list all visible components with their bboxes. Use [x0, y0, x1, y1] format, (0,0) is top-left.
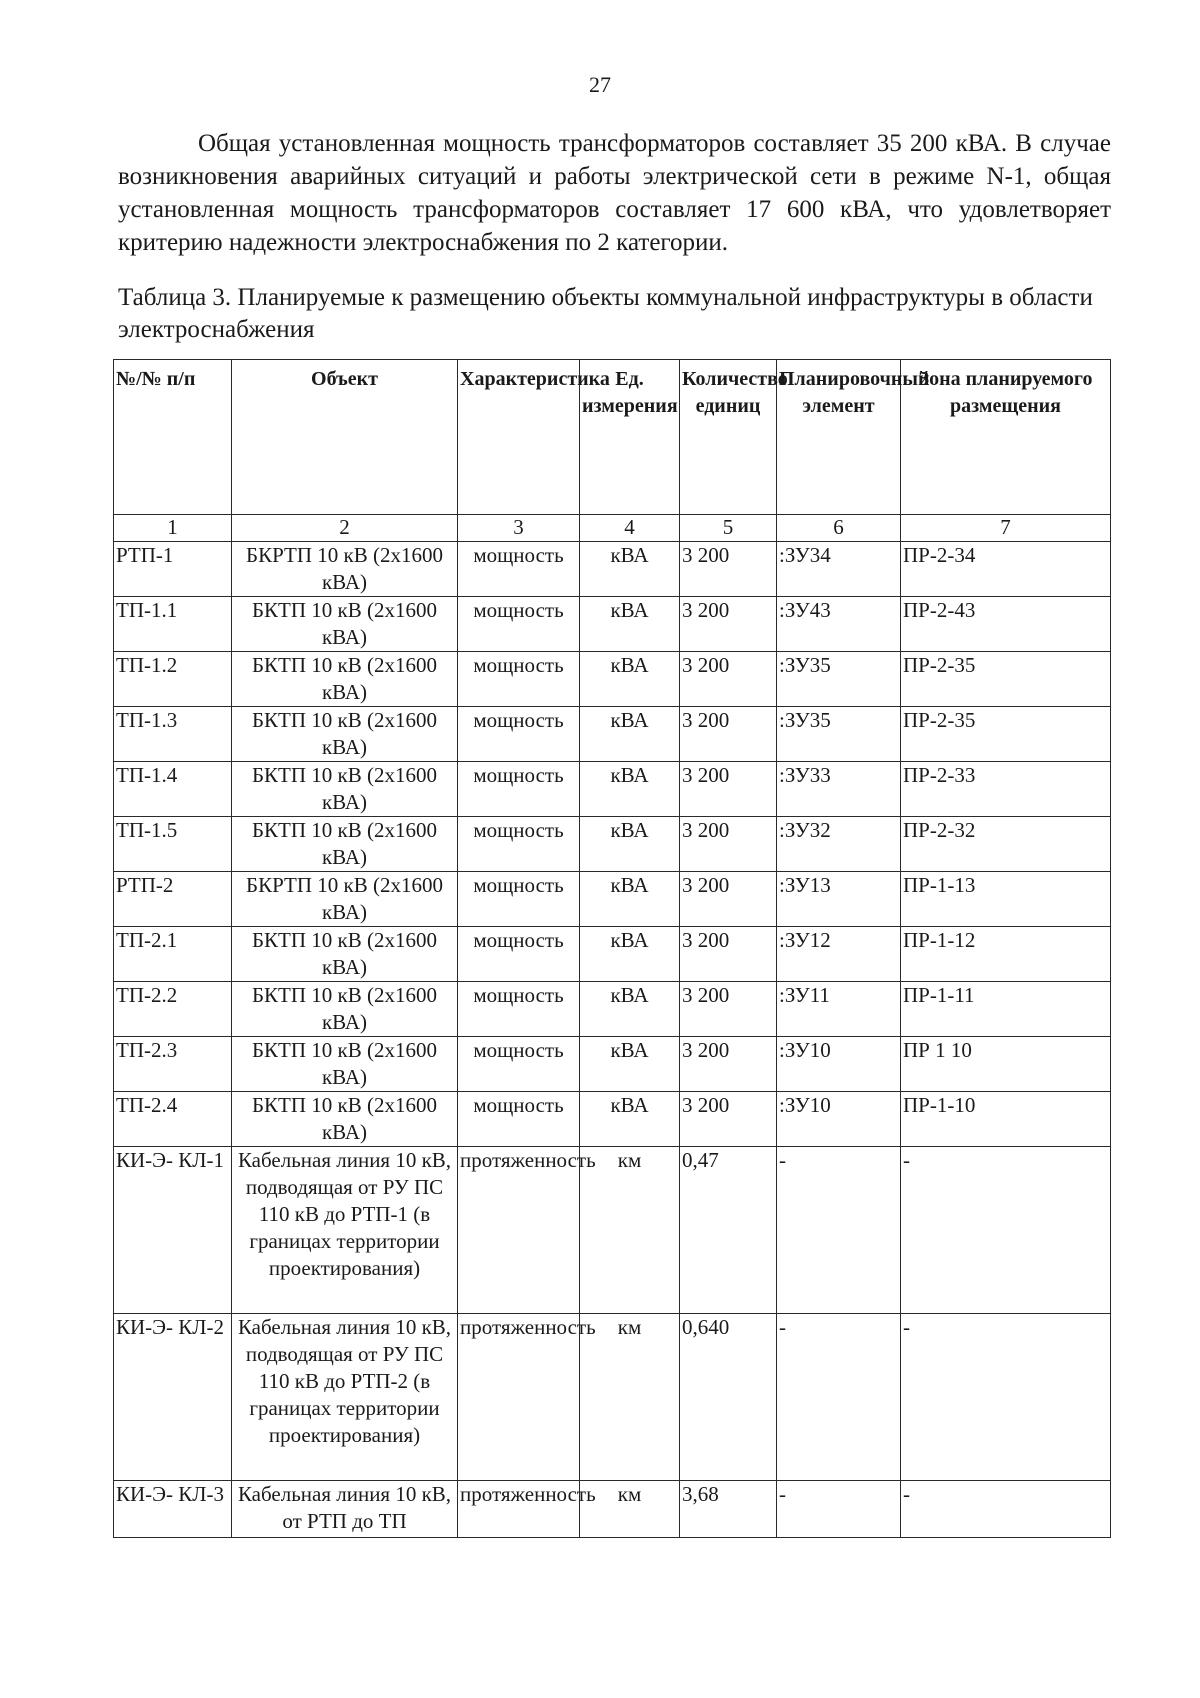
- cell-object: БКТП 10 кВ (2х1600 кВА): [232, 652, 458, 707]
- cell-characteristic: мощность: [458, 817, 580, 872]
- cell-characteristic: протяженность: [458, 1481, 580, 1538]
- cell-planning-element: :ЗУ32: [777, 817, 901, 872]
- cell-unit: км: [580, 1481, 680, 1538]
- cell-planning-element: -: [777, 1481, 901, 1538]
- cell-zone: -: [901, 1147, 1111, 1314]
- table-row: [114, 542, 1111, 597]
- column-number: 5: [680, 515, 777, 542]
- cell-zone: ПР-1-12: [901, 927, 1111, 982]
- cell-object: БКТП 10 кВ (2х1600 кВА): [232, 597, 458, 652]
- table-row: [114, 652, 1111, 707]
- cell-number: РТП-2: [114, 872, 232, 927]
- cell-characteristic: мощность: [458, 927, 580, 982]
- cell-number: ТП-1.5: [114, 817, 232, 872]
- column-number: 2: [232, 515, 458, 542]
- header-zone: Зона планируемого размещения: [901, 360, 1111, 515]
- cell-zone: ПР-2-35: [901, 652, 1111, 707]
- cell-quantity: 3 200: [680, 872, 777, 927]
- cell-characteristic: мощность: [458, 982, 580, 1037]
- table-row: [114, 817, 1111, 872]
- cell-zone: -: [901, 1314, 1111, 1481]
- column-numbers-row: [114, 515, 1111, 542]
- cell-planning-element: -: [777, 1314, 901, 1481]
- cell-unit: кВА: [580, 872, 680, 927]
- header-quantity: Количество единиц: [680, 360, 777, 515]
- cell-characteristic: мощность: [458, 1037, 580, 1092]
- cell-characteristic: протяженность: [458, 1147, 580, 1314]
- cell-number: КИ-Э- КЛ-1: [114, 1147, 232, 1314]
- cell-object: БКТП 10 кВ (2х1600 кВА): [232, 927, 458, 982]
- header-planning-element: Планировочный элемент: [777, 360, 901, 515]
- cell-unit: кВА: [580, 762, 680, 817]
- cell-object: БКРТП 10 кВ (2х1600 кВА): [232, 542, 458, 597]
- cell-unit: кВА: [580, 817, 680, 872]
- cell-quantity: 3 200: [680, 817, 777, 872]
- cell-quantity: 0,640: [680, 1314, 777, 1481]
- column-number: 3: [458, 515, 580, 542]
- header-unit: Ед. измерения: [580, 360, 680, 515]
- cell-planning-element: :ЗУ35: [777, 652, 901, 707]
- intro-paragraph: [118, 127, 1111, 259]
- cell-quantity: 3,68: [680, 1481, 777, 1538]
- table-row: [114, 1147, 1111, 1314]
- cell-planning-element: :ЗУ43: [777, 597, 901, 652]
- cell-unit: км: [580, 1147, 680, 1314]
- cell-zone: -: [901, 1481, 1111, 1538]
- table-row: [114, 927, 1111, 982]
- cell-planning-element: :ЗУ34: [777, 542, 901, 597]
- cell-zone: ПР-2-32: [901, 817, 1111, 872]
- cell-quantity: 3 200: [680, 652, 777, 707]
- cell-quantity: 3 200: [680, 982, 777, 1037]
- cell-unit: км: [580, 1314, 680, 1481]
- header-object: Объект: [232, 360, 458, 515]
- cell-quantity: 3 200: [680, 1037, 777, 1092]
- cell-unit: кВА: [580, 707, 680, 762]
- cell-characteristic: мощность: [458, 542, 580, 597]
- cell-object: БКТП 10 кВ (2х1600 кВА): [232, 1092, 458, 1147]
- cell-zone: ПР 1 10: [901, 1037, 1111, 1092]
- cell-quantity: 3 200: [680, 762, 777, 817]
- cell-planning-element: :ЗУ35: [777, 707, 901, 762]
- header-characteristic: Характеристика: [458, 360, 580, 515]
- column-number: 7: [901, 515, 1111, 542]
- cell-zone: ПР-2-33: [901, 762, 1111, 817]
- cell-characteristic: мощность: [458, 762, 580, 817]
- infrastructure-table: [113, 359, 1111, 1538]
- cell-unit: кВА: [580, 1037, 680, 1092]
- cell-planning-element: :ЗУ11: [777, 982, 901, 1037]
- cell-number: КИ-Э- КЛ-3: [114, 1481, 232, 1538]
- table-caption: Таблица 3. Планируемые к размещению объекты коммунальной инфраструктуры в области электроснабжения: [118, 284, 1093, 343]
- cell-number: ТП-2.3: [114, 1037, 232, 1092]
- cell-quantity: 3 200: [680, 597, 777, 652]
- cell-quantity: 3 200: [680, 1092, 777, 1147]
- cell-unit: кВА: [580, 652, 680, 707]
- cell-unit: кВА: [580, 1092, 680, 1147]
- cell-zone: ПР-1-11: [901, 982, 1111, 1037]
- cell-number: КИ-Э- КЛ-2: [114, 1314, 232, 1481]
- cell-planning-element: :ЗУ33: [777, 762, 901, 817]
- cell-zone: ПР-1-10: [901, 1092, 1111, 1147]
- cell-object: Кабельная линия 10 кВ, от РТП до ТП: [232, 1481, 458, 1538]
- cell-characteristic: мощность: [458, 872, 580, 927]
- intro-text: Общая установленная мощность трансформаторов составляет 35 200 кВА. В случае возникновения аварийных ситуаций и работы электрической сети в режиме N-1, общая установленная мощность трансформаторов составляет 17 600 кВА, что удовлетворяет критерию надежности электроснабжения по 2 категории.: [118, 130, 1111, 256]
- cell-zone: ПР-2-34: [901, 542, 1111, 597]
- cell-object: БКРТП 10 кВ (2х1600 кВА): [232, 872, 458, 927]
- table-row: [114, 1481, 1111, 1538]
- cell-characteristic: мощность: [458, 652, 580, 707]
- cell-quantity: 0,47: [680, 1147, 777, 1314]
- cell-number: ТП-2.2: [114, 982, 232, 1037]
- table-row: [114, 872, 1111, 927]
- cell-characteristic: мощность: [458, 707, 580, 762]
- cell-number: ТП-2.1: [114, 927, 232, 982]
- cell-zone: ПР-2-43: [901, 597, 1111, 652]
- cell-number: ТП-2.4: [114, 1092, 232, 1147]
- cell-number: ТП-1.1: [114, 597, 232, 652]
- cell-number: ТП-1.2: [114, 652, 232, 707]
- cell-number: ТП-1.4: [114, 762, 232, 817]
- cell-number: ТП-1.3: [114, 707, 232, 762]
- cell-zone: ПР-1-13: [901, 872, 1111, 927]
- column-number: 4: [580, 515, 680, 542]
- cell-quantity: 3 200: [680, 542, 777, 597]
- header-number: №/№ п/п: [114, 360, 232, 515]
- cell-object: БКТП 10 кВ (2х1600 кВА): [232, 817, 458, 872]
- cell-zone: ПР-2-35: [901, 707, 1111, 762]
- cell-planning-element: :ЗУ10: [777, 1037, 901, 1092]
- column-number: 6: [777, 515, 901, 542]
- cell-planning-element: :ЗУ10: [777, 1092, 901, 1147]
- cell-planning-element: :ЗУ12: [777, 927, 901, 982]
- cell-characteristic: мощность: [458, 597, 580, 652]
- table-row: [114, 1092, 1111, 1147]
- cell-object: БКТП 10 кВ (2х1600 кВА): [232, 707, 458, 762]
- cell-planning-element: :ЗУ13: [777, 872, 901, 927]
- table-row: [114, 707, 1111, 762]
- cell-object: Кабельная линия 10 кВ, подводящая от РУ ПС 110 кВ до РТП-2 (в границах территории проектирования): [232, 1314, 458, 1481]
- cell-number: РТП-1: [114, 542, 232, 597]
- cell-object: БКТП 10 кВ (2х1600 кВА): [232, 982, 458, 1037]
- table-row: [114, 982, 1111, 1037]
- page-number: 27: [589, 72, 611, 97]
- cell-quantity: 3 200: [680, 707, 777, 762]
- table-row: [114, 597, 1111, 652]
- cell-object: БКТП 10 кВ (2х1600 кВА): [232, 762, 458, 817]
- cell-characteristic: протяженность: [458, 1314, 580, 1481]
- cell-unit: кВА: [580, 542, 680, 597]
- table-row: [114, 762, 1111, 817]
- cell-unit: кВА: [580, 982, 680, 1037]
- cell-characteristic: мощность: [458, 1092, 580, 1147]
- table-header-row: [114, 360, 1111, 515]
- cell-unit: кВА: [580, 927, 680, 982]
- cell-planning-element: -: [777, 1147, 901, 1314]
- cell-object: Кабельная линия 10 кВ, подводящая от РУ ПС 110 кВ до РТП-1 (в границах территории проектирования): [232, 1147, 458, 1314]
- column-number: 1: [114, 515, 232, 542]
- cell-quantity: 3 200: [680, 927, 777, 982]
- cell-unit: кВА: [580, 597, 680, 652]
- table-row: [114, 1314, 1111, 1481]
- table-row: [114, 1037, 1111, 1092]
- cell-object: БКТП 10 кВ (2х1600 кВА): [232, 1037, 458, 1092]
